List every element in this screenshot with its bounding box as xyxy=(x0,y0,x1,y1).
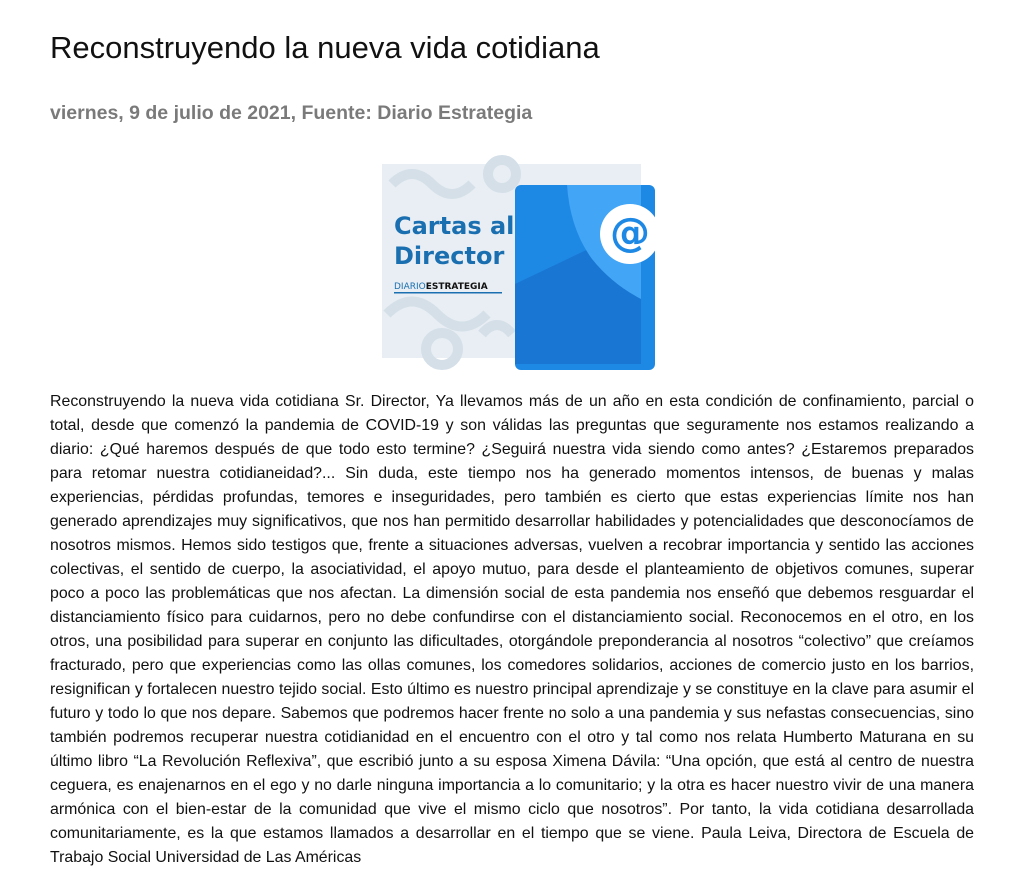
email-envelope-icon xyxy=(515,185,660,370)
brand-logo: DIARIOESTRATEGIA xyxy=(394,282,488,292)
article xyxy=(50,0,974,866)
banner-heading-line1: Cartas al xyxy=(394,212,515,240)
article-body: Reconstruyendo la nueva vida cotidiana Sr. Director, Ya llevamos más de un año en esta condición de confinamiento, parcial o total, desde que comenzó la pandemia de COVID-19 y son válidas las preguntas que seguramente nos estamos realizando a diario: ¿Qué haremos después de que todo esto termine? ¿Seguirá nuestra vida siendo como antes? ¿Estaremos preparados para retomar nuestra cotidianeidad?... Sin duda, este tiempo nos ha generado momentos intensos, de buenas y malas experiencias, pérdidas profundas, temores e inseguridades, pero también es cierto que estas experiencias límite nos han generado aprendizajes muy significativos, que nos han permitido desarrollar habilidades y potencialidades que desconocíamos de nosotros mismos. Hemos sido testigos que, frente a situaciones adversas, vuelven a recobrar importancia y sentido las acciones colectivas, el sentido de cuerpo, la asociatividad, el apoyo mutuo, para desde el planteamiento de objetivos comunes, superar poco a poco las problemáticas que nos afectan. La dimensión social de esta pandemia nos enseñó que debemos resguardar el distanciamiento físico para cuidarnos, pero no debe confundirse con el distanciamiento social. Reconocemos en el otro, en los otros, una posibilidad para superar en conjunto las dificultades, otorgándole preponderancia al nosotros “colectivo” que creíamos fracturado, pero que experiencias como las ollas comunes, los comedores solidarios, acciones de comercio justo en los barrios, resignifican y fortalecen nuestro tejido social. Esto último es nuestro principal aprendizaje y se constituye en la clave para asumir el futuro y todo lo que nos depare. Sabemos que podremos hacer frente no solo a una pandemia y sus nefastas consecuencias, sino también podremos recuperar nuestra cotidianidad en el encuentro con el otro y tal como nos relata Humberto Maturana en su último libro “La Revolución Reflexiva”, que escribió junto a su esposa Ximena Dávila: “Una opción, que está al centro de nuestra ceguera, es enajenarnos en el ego y no darle ninguna importancia a lo comunitario; y la otra es hacer nuestro vivir de una manera armónica con el bien-estar de la comunidad que vive el mismo ciclo que nosotros”. Por tanto, la vida cotidiana desarrollada comunitariamente, es la que estamos llamados a desarrollar en el tiempo que se viene. Paula Leiva, Directora de Escuela de Trabajo Social Universidad de Las Américas xyxy=(50,393,974,866)
article-meta: viernes, 9 de julio de 2021, Fuente: Diario Estrategia xyxy=(50,102,533,124)
article-image xyxy=(382,164,650,358)
article-title: Reconstruyendo la nueva vida cotidiana xyxy=(50,30,600,65)
banner-heading-line2: Director xyxy=(394,242,505,270)
at-symbol-icon: @ xyxy=(610,210,650,256)
cartas-al-director-banner xyxy=(382,164,650,358)
brand-underline xyxy=(394,292,502,294)
